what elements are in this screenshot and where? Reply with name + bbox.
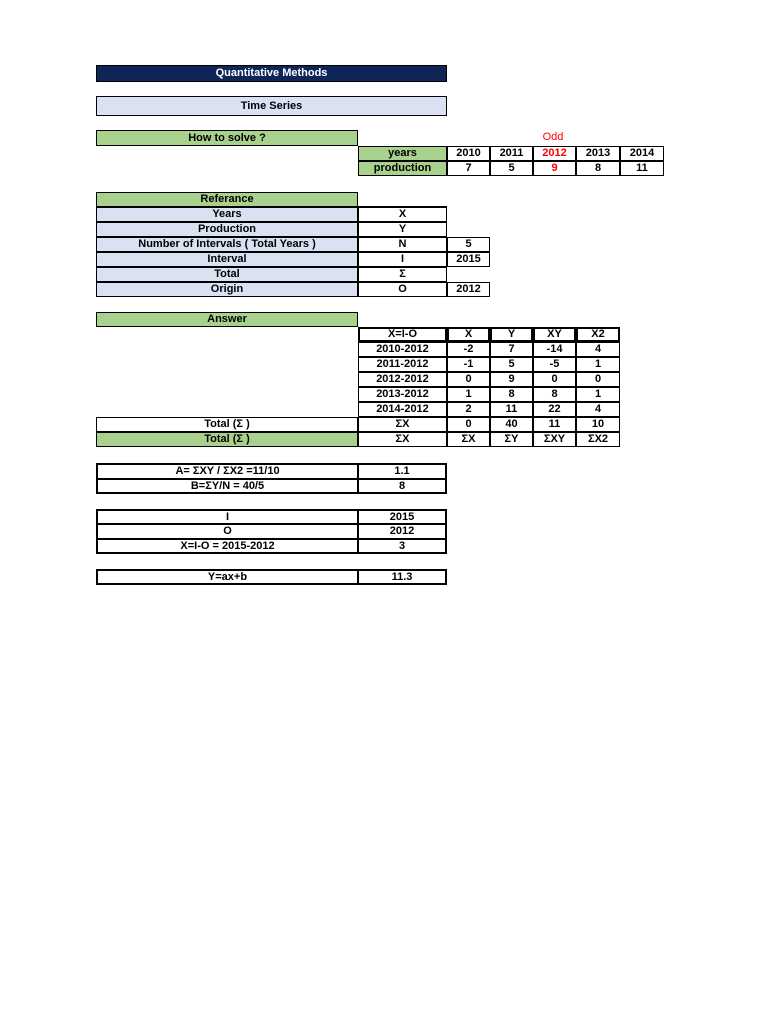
answer-cell[interactable]: 4 — [576, 342, 620, 357]
total-symbol-cell[interactable]: ΣX2 — [576, 432, 620, 447]
answer-cell[interactable]: 7 — [490, 342, 533, 357]
answer-title[interactable]: Answer — [96, 312, 358, 327]
reference-symbol[interactable]: I — [358, 252, 447, 267]
total-label-2[interactable]: Total (Σ ) — [96, 432, 358, 447]
coef-a-value[interactable]: 1.1 — [358, 463, 447, 479]
reference-symbol[interactable]: O — [358, 282, 447, 297]
answer-cell[interactable]: 0 — [447, 372, 490, 387]
answer-cell[interactable]: 4 — [576, 402, 620, 417]
total-cell[interactable]: ΣX — [358, 417, 447, 432]
reference-value[interactable]: 2012 — [447, 282, 490, 297]
answer-cell[interactable]: -5 — [533, 357, 576, 372]
years-label[interactable]: years — [358, 146, 447, 161]
reference-symbol[interactable]: Σ — [358, 267, 447, 282]
reference-title[interactable]: Referance — [96, 192, 358, 207]
reference-label[interactable]: Total — [96, 267, 358, 282]
result-value[interactable]: 11.3 — [358, 569, 447, 585]
answer-cell[interactable]: 2012-2012 — [358, 372, 447, 387]
reference-label[interactable]: Number of Intervals ( Total Years ) — [96, 237, 358, 252]
total-label[interactable]: Total (Σ ) — [96, 417, 358, 432]
answer-header-cell[interactable]: X=I-O — [358, 327, 447, 342]
production-cell[interactable]: 8 — [576, 161, 620, 176]
year-cell-odd[interactable]: 2012 — [533, 146, 576, 161]
reference-label[interactable]: Interval — [96, 252, 358, 267]
production-cell[interactable]: 5 — [490, 161, 533, 176]
sheet-subtitle[interactable]: Time Series — [96, 96, 447, 116]
answer-cell[interactable]: 22 — [533, 402, 576, 417]
answer-cell[interactable]: 9 — [490, 372, 533, 387]
total-symbol-cell[interactable]: ΣXY — [533, 432, 576, 447]
answer-cell[interactable]: 1 — [576, 357, 620, 372]
total-cell[interactable]: 40 — [490, 417, 533, 432]
answer-header-cell[interactable]: X2 — [576, 327, 620, 342]
sheet-title[interactable]: Quantitative Methods — [96, 65, 447, 82]
answer-cell[interactable]: 8 — [533, 387, 576, 402]
year-cell[interactable]: 2011 — [490, 146, 533, 161]
calc-o-label[interactable]: O — [96, 524, 358, 539]
coef-a-label[interactable]: A= ΣXY / ΣX2 =11/10 — [96, 463, 358, 479]
answer-cell[interactable]: 0 — [533, 372, 576, 387]
year-cell[interactable]: 2010 — [447, 146, 490, 161]
result-label[interactable]: Y=ax+b — [96, 569, 358, 585]
answer-cell[interactable]: 1 — [576, 387, 620, 402]
production-label[interactable]: production — [358, 161, 447, 176]
calc-x-label[interactable]: X=I-O = 2015-2012 — [96, 539, 358, 554]
answer-cell[interactable]: 11 — [490, 402, 533, 417]
answer-header-cell[interactable]: Y — [490, 327, 533, 342]
coef-b-label[interactable]: B=ΣY/N = 40/5 — [96, 479, 358, 494]
how-to-solve-label[interactable]: How to solve ? — [96, 130, 358, 146]
calc-i-label[interactable]: I — [96, 509, 358, 524]
reference-symbol[interactable]: N — [358, 237, 447, 252]
production-cell-odd[interactable]: 9 — [533, 161, 576, 176]
calc-o-value[interactable]: 2012 — [358, 524, 447, 539]
production-cell[interactable]: 7 — [447, 161, 490, 176]
year-cell[interactable]: 2013 — [576, 146, 620, 161]
answer-cell[interactable]: 2010-2012 — [358, 342, 447, 357]
answer-cell[interactable]: 2014-2012 — [358, 402, 447, 417]
reference-label[interactable]: Production — [96, 222, 358, 237]
answer-cell[interactable]: 5 — [490, 357, 533, 372]
total-symbol-cell[interactable]: ΣY — [490, 432, 533, 447]
calc-i-value[interactable]: 2015 — [358, 509, 447, 524]
odd-label: Odd — [542, 131, 564, 143]
answer-cell[interactable]: -14 — [533, 342, 576, 357]
answer-cell[interactable]: 2011-2012 — [358, 357, 447, 372]
reference-label[interactable]: Years — [96, 207, 358, 222]
reference-value[interactable]: 2015 — [447, 252, 490, 267]
calc-x-value[interactable]: 3 — [358, 539, 447, 554]
total-cell[interactable]: 11 — [533, 417, 576, 432]
reference-symbol[interactable]: Y — [358, 222, 447, 237]
total-symbol-cell[interactable]: ΣX — [358, 432, 447, 447]
coef-b-value[interactable]: 8 — [358, 479, 447, 494]
answer-cell[interactable]: 1 — [447, 387, 490, 402]
reference-title-blank — [358, 192, 447, 207]
answer-cell[interactable]: 2013-2012 — [358, 387, 447, 402]
answer-cell[interactable]: 0 — [576, 372, 620, 387]
total-cell[interactable]: 10 — [576, 417, 620, 432]
reference-label[interactable]: Origin — [96, 282, 358, 297]
answer-cell[interactable]: 2 — [447, 402, 490, 417]
answer-header-cell[interactable]: X — [447, 327, 490, 342]
answer-cell[interactable]: -2 — [447, 342, 490, 357]
answer-header-cell[interactable]: XY — [533, 327, 576, 342]
total-symbol-cell[interactable]: ΣX — [447, 432, 490, 447]
reference-value[interactable]: 5 — [447, 237, 490, 252]
answer-cell[interactable]: -1 — [447, 357, 490, 372]
total-cell[interactable]: 0 — [447, 417, 490, 432]
reference-symbol[interactable]: X — [358, 207, 447, 222]
year-cell[interactable]: 2014 — [620, 146, 664, 161]
answer-cell[interactable]: 8 — [490, 387, 533, 402]
production-cell[interactable]: 11 — [620, 161, 664, 176]
